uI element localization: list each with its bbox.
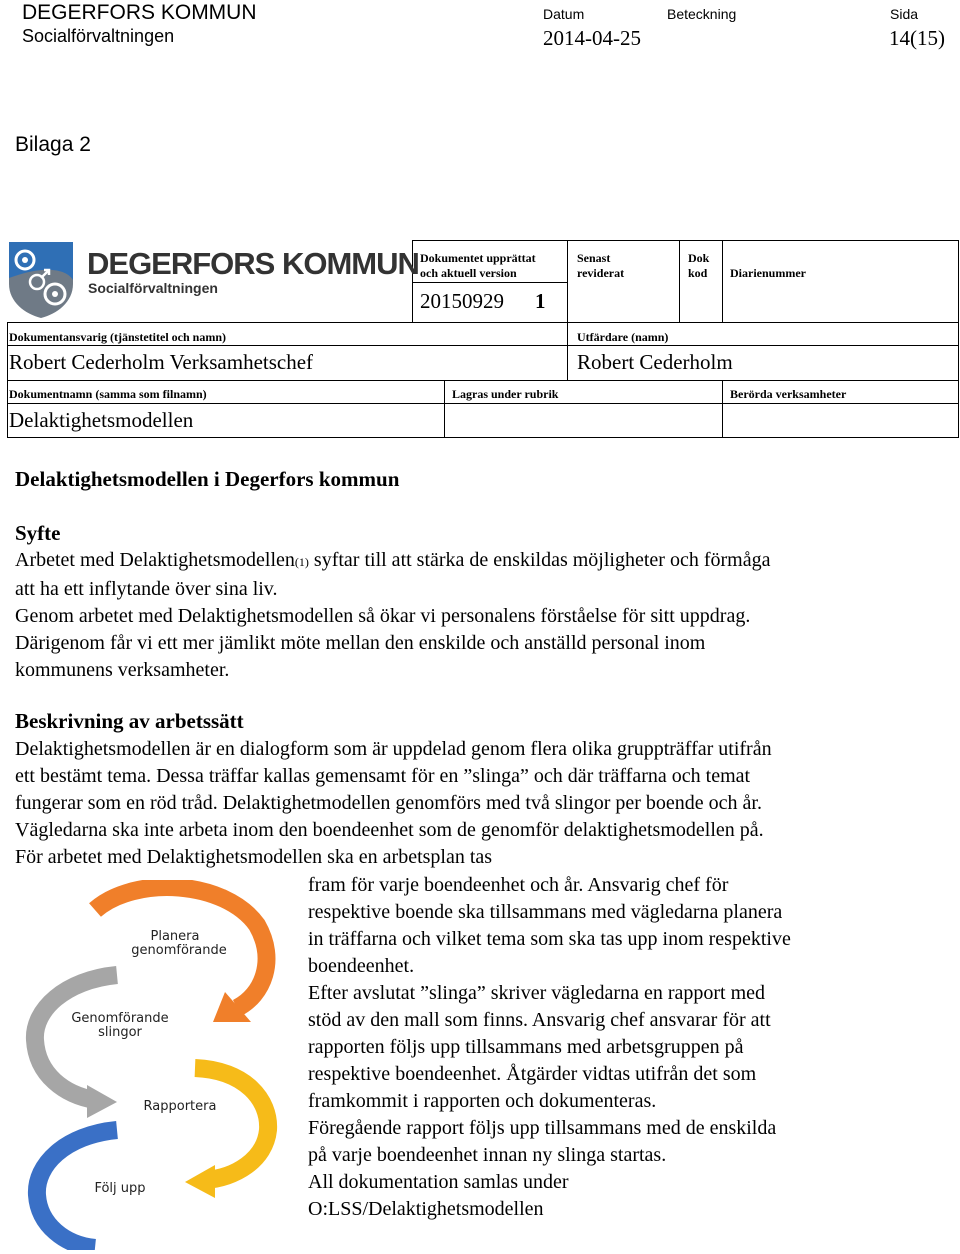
arbetsplan-line: in träffarna och vilket tema som ska tas upp inom respektive	[308, 928, 791, 950]
step-rapportera: Rapportera	[143, 1099, 217, 1114]
beskrivning-heading: Beskrivning av arbetssätt	[15, 709, 244, 733]
logo-name: DEGERFORS KOMMUN	[87, 246, 419, 281]
dokkod-label-2: kod	[688, 266, 708, 280]
revised-label-1: Senast	[577, 251, 611, 265]
docname-label: Dokumentnamn (samma som filnamn)	[9, 387, 207, 401]
arbetsplan-line: på varje boendeenhet innan ny slinga startas.	[308, 1144, 667, 1166]
arc-rapportera	[195, 1068, 268, 1180]
beskrivning-line: Vägledarna ska inte arbeta inom den boendeenhet som de genomför delaktighetsmodellen på.	[15, 819, 764, 841]
arrowhead-rapportera	[185, 1165, 215, 1198]
arbetsplan-line: All dokumentation samlas under	[308, 1171, 569, 1193]
arbetsplan-line: framkommit i rapporten och dokumenteras.	[308, 1090, 657, 1112]
arbetsplan-line: O:LSS/Delaktighetsmodellen	[308, 1198, 544, 1220]
step-genomforande-line1: Genomförande	[71, 1011, 169, 1026]
step-folj-upp: Följ upp	[94, 1181, 146, 1196]
document-metadata-table	[7, 240, 959, 438]
process-diagram	[25, 880, 285, 1250]
header-datum-value: 2014-04-25	[543, 26, 641, 50]
degerfors-shield-logo	[7, 240, 79, 320]
document-title: Delaktighetsmodellen i Degerfors kommun	[15, 467, 400, 491]
syfte-line: kommunens verksamheter.	[15, 659, 230, 681]
arrowhead-genomforande	[87, 1085, 117, 1118]
syfte-line: Genom arbetet med Delaktighetsmodellen så ökar vi personalens förståelse för sitt uppdrag.	[15, 605, 751, 627]
syfte-text-b: syftar till att stärka de enskildas möjligheter och förmåga	[308, 549, 771, 571]
issuer-label: Utfärdare (namn)	[577, 330, 669, 344]
arbetsplan-line: Efter avslutat ”slinga” skriver vägledarna en rapport med	[308, 982, 766, 1004]
header-org: DEGERFORS KOMMUN	[22, 1, 257, 24]
arbetsplan-line: fram för varje boendeenhet och år. Ansvarig chef för	[308, 874, 729, 896]
responsible-label: Dokumentansvarig (tjänstetitel och namn)	[9, 330, 226, 344]
arbetsplan-line: Föregående rapport följs upp tillsammans med de enskilda	[308, 1117, 777, 1139]
beskrivning-line: Delaktighetsmodellen är en dialogform som är uppdelad genom flera olika gruppträffar utifrån	[15, 738, 772, 760]
created-label-1: Dokumentet upprättat	[420, 251, 536, 265]
footnote-ref: (1)	[294, 555, 309, 569]
syfte-line: att ha ett inflytande över sina liv.	[15, 578, 278, 600]
arbetsplan-paragraph	[308, 872, 948, 1223]
beskrivning-paragraph	[15, 736, 945, 871]
syfte-line: Därigenom får vi ett mer jämlikt möte mellan den enskilde och anställd personal inom	[15, 632, 706, 654]
version-value: 1	[535, 289, 546, 313]
header-beteckning-label: Beteckning	[667, 6, 737, 22]
header-dept: Socialförvaltningen	[22, 26, 175, 46]
header-sida-label: Sida	[890, 6, 919, 22]
step-planera-line1: Planera	[150, 929, 200, 944]
affected-label: Berörda verksamheter	[730, 387, 847, 401]
syfte-paragraph	[15, 547, 945, 684]
header-sida-value: 14(15)	[889, 26, 945, 50]
arbetsplan-line: stöd av den mall som finns. Ansvarig chef ansvarar för att	[308, 1009, 771, 1031]
docname-value: Delaktighetsmodellen	[9, 408, 194, 432]
logo-sub: Socialförvaltningen	[88, 280, 218, 296]
step-genomforande-line2: slingor	[98, 1025, 142, 1040]
dokkod-label-1: Dok	[688, 251, 710, 265]
syfte-heading: Syfte	[15, 521, 61, 545]
header-datum-label: Datum	[543, 6, 585, 22]
arbetsplan-line: respektive boende ska tillsammans med vägledarna planera	[308, 901, 783, 923]
beskrivning-line: fungerar som en röd tråd. Delaktighetmodellen genomförs med två slingor per boende och år.	[15, 792, 762, 814]
arbetsplan-line: rapporten följs upp tillsammans med arbetsgruppen på	[308, 1036, 744, 1058]
arbetsplan-line: boendeenhet.	[308, 955, 415, 977]
created-label-2: och aktuell version	[420, 266, 517, 280]
revised-label-2: reviderat	[577, 266, 625, 280]
created-value: 20150929	[420, 289, 504, 313]
step-planera-line2: genomförande	[131, 943, 227, 958]
issuer-value: Robert Cederholm	[577, 350, 733, 374]
diarie-label: Diarienummer	[730, 266, 806, 280]
beskrivning-line: För arbetet med Delaktighetsmodellen ska en arbetsplan tas	[15, 846, 493, 868]
beskrivning-line: ett bestämt tema. Dessa träffar kallas gemensamt för en ”slinga” och där träffarna och temat	[15, 765, 751, 787]
bilaga-label: Bilaga 2	[15, 133, 91, 156]
responsible-value: Robert Cederholm Verksamhetschef	[9, 350, 314, 374]
arbetsplan-line: respektive boendeenhet. Åtgärder vidtas utifrån det som	[308, 1063, 757, 1085]
syfte-text-a: Arbetet med Delaktighetsmodellen	[15, 549, 295, 571]
stored-label: Lagras under rubrik	[452, 387, 559, 401]
